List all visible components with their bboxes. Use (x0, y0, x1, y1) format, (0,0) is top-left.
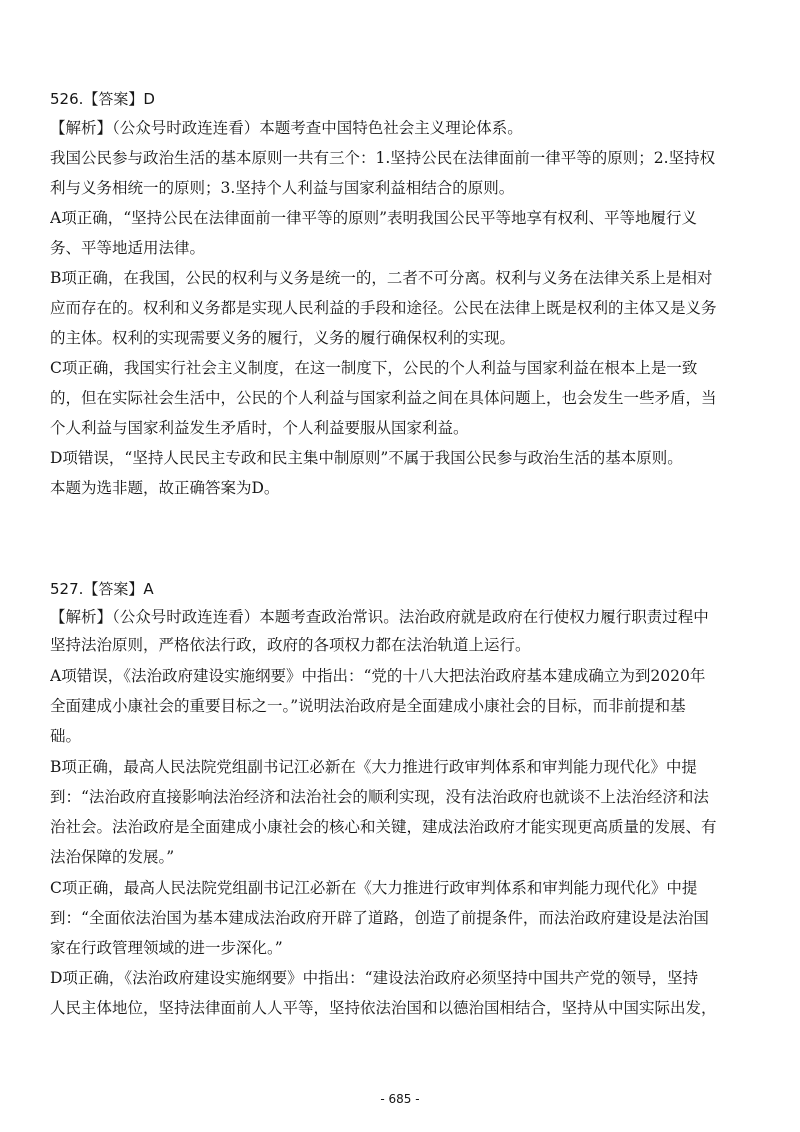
question-527 (50, 579, 762, 1018)
text-line: 到：“法治政府直接影响法治经济和法治社会的顺利实现，没有法治政府也就谈不上法治经济和法 (50, 788, 709, 806)
answer-header: 527.【答案】A (50, 580, 154, 598)
text-line: 的主体。权利的实现需要义务的履行，义务的履行确保权利的实现。 (50, 329, 516, 347)
text-line: B项正确，在我国，公民的权利与义务是统一的，二者不可分离。权利与义务在法律关系上是相对 (50, 269, 713, 287)
question-526 (50, 89, 762, 498)
text-line: C项正确，最高人民法院党组副书记江必新在《大力推进行政审判体系和审判能力现代化》中提 (50, 879, 698, 897)
explanation (50, 118, 762, 498)
text-line: B项正确，最高人民法院党组副书记江必新在《大力推进行政审判体系和审判能力现代化》中提 (50, 758, 697, 776)
text-line: 治社会。法治政府是全面建成小康社会的核心和关键，建成法治政府才能实现更高质量的发展、有 (50, 818, 717, 836)
answer-header: 526.【答案】D (50, 90, 155, 108)
text-line: 到：“全面依法治国为基本建成法治政府开辟了道路，创造了前提条件，而法治政府建设是法治国 (50, 909, 709, 927)
text-line: 务、平等地适用法律。 (50, 239, 206, 257)
text-line: 人民主体地位，坚持法律面前人人平等，坚持依法治国和以德治国相结合，坚持从中国实际出发， (50, 999, 717, 1017)
text-line: 全面建成小康社会的重要目标之一。”说明法治政府是全面建成小康社会的目标，而非前提和基 (50, 697, 686, 715)
text-line: A项正确，“坚持公民在法律面前一律平等的原则”表明我国公民平等地享有权利、平等地履行义 (50, 209, 698, 227)
text-line: 础。 (50, 727, 82, 745)
explanation (50, 607, 762, 1018)
text-line: 应而存在的。权利和义务都是实现人民利益的手段和途径。公民在法律上既是权利的主体又是义务 (50, 299, 717, 317)
page-number: - 685 - (380, 1092, 420, 1106)
text-line: D项正确，《法治政府建设实施纲要》中指出：“建设法治政府必须坚持中国共产党的领导，坚持 (50, 969, 699, 987)
text-line: A项错误，《法治政府建设实施纲要》中指出：“党的十八大把法治政府基本建成确立为到2020年 (50, 667, 706, 685)
text-line: C项正确，我国实行社会主义制度，在这一制度下，公民的个人利益与国家利益在根本上是一致 (50, 359, 698, 377)
text-line: 利与义务相统一的原则；3.坚持个人利益与国家利益相结合的原则。 (50, 179, 515, 197)
text-line: 家在行政管理领域的进一步深化。” (50, 939, 283, 957)
text-line: 坚持法治原则，严格依法行政，政府的各项权力都在法治轨道上运行。 (50, 636, 531, 654)
text-line: 个人利益与国家利益发生矛盾时，个人利益要服从国家利益。 (50, 419, 469, 437)
text-line: 【解析】（公众号时政连连看）本题考查政治常识。法治政府就是政府在行使权力履行职责过程中 (50, 608, 709, 626)
text-line: 的，但在实际社会生活中，公民的个人利益与国家利益之间在具体问题上，也会发生一些矛盾，当 (50, 389, 717, 407)
text-line: 我国公民参与政治生活的基本原则一共有三个：1.坚持公民在法律面前一律平等的原则；2.坚持权 (50, 149, 716, 167)
text-line: D项错误，“坚持人民民主专政和民主集中制原则”不属于我国公民参与政治生活的基本原则。 (50, 449, 683, 467)
text-line: 法治保障的发展。” (50, 848, 175, 866)
text-line: 本题为选非题，故正确答案为D。 (50, 479, 280, 497)
text-line: 【解析】（公众号时政连连看）本题考查中国特色社会主义理论体系。 (50, 119, 523, 137)
